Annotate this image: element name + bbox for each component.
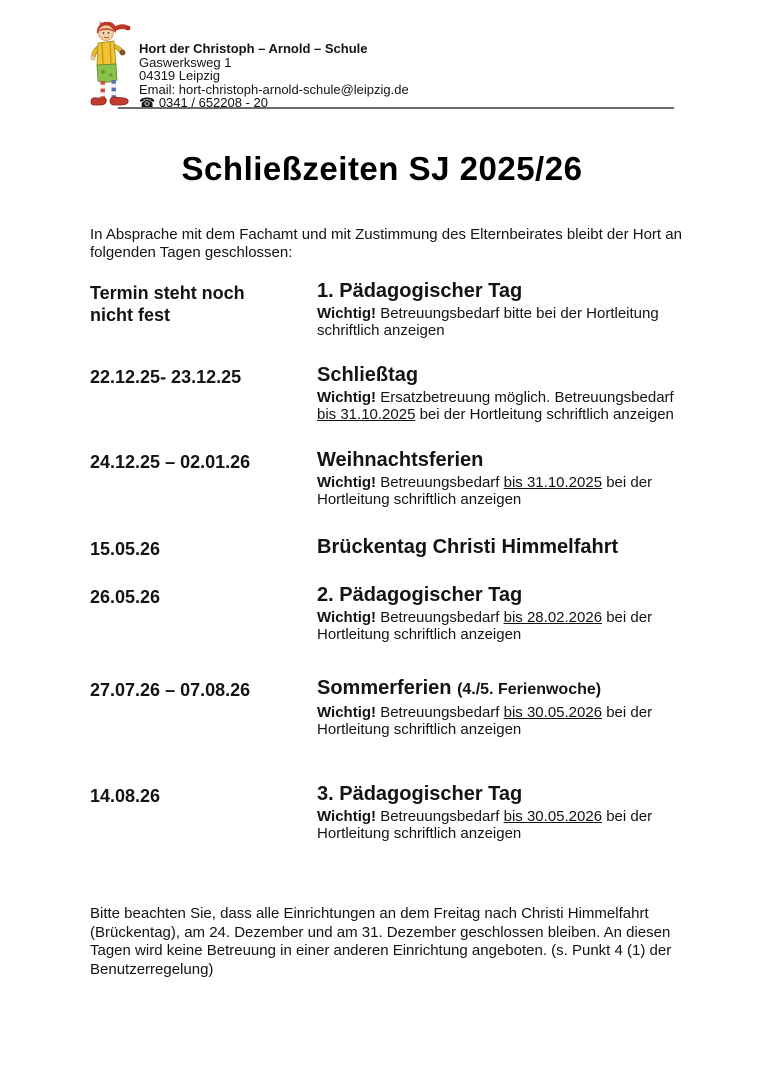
letterhead: [84, 20, 409, 110]
note-text: Betreuungsbedarf: [376, 474, 504, 491]
entry-date-line: 27.07.26 – 07.08.26: [90, 680, 251, 700]
entry-date-line: 15.05.26: [90, 539, 161, 559]
entry-date-line: 26.05.26: [90, 587, 161, 607]
note-text: Betreuungsbedarf: [376, 704, 504, 721]
entry-title-main: Sommerferien: [317, 677, 452, 699]
entry-date-line: 22.12.25- 23.12.25: [90, 367, 242, 387]
entry-title: Schließtag: [317, 364, 419, 386]
entry-title: [317, 676, 689, 702]
entry-title: 1. Pädagogischer Tag: [317, 280, 523, 302]
wichtig-label: Wichtig!: [317, 808, 377, 825]
intro-paragraph: In Absprache mit dem Fachamt und mit Zustimmung des Elternbeirates bleibt der Hort an folgenden Tagen geschlossen:: [90, 226, 682, 261]
entry-date: [90, 583, 317, 608]
wichtig-label: Wichtig!: [317, 474, 377, 491]
schedule-entry: [90, 279, 692, 339]
org-name: Hort der Christoph – Arnold – Schule: [139, 41, 368, 56]
wichtig-label: Wichtig!: [317, 704, 377, 721]
entry-note: [317, 305, 689, 339]
note-text: bei der Hortleitung schriftlich anzeigen: [317, 704, 653, 738]
entry-date-line: 24.12.25 – 02.01.26: [90, 452, 251, 472]
note-text: Ersatzbetreuung möglich. Betreuungsbedarf: [376, 389, 674, 406]
note-deadline: bis 28.02.2026: [503, 609, 603, 626]
note-text: Betreuungsbedarf: [376, 808, 504, 825]
schedule-entry: [90, 363, 692, 423]
letterhead-divider: [118, 107, 674, 109]
entry-note: [317, 609, 689, 643]
schedule-entry: [90, 676, 692, 738]
phone-icon: ☎: [139, 95, 156, 110]
schedule-entry: [90, 535, 692, 560]
entry-date: [90, 535, 317, 560]
schedule-entry: [90, 782, 692, 842]
entry-date-line: 14.08.26: [90, 786, 161, 806]
note-text: bei der Hortleitung schriftlich anzeigen: [317, 609, 653, 643]
entry-title-suffix: (4./5. Ferienwoche): [457, 681, 602, 698]
schedule-entry: [90, 583, 692, 643]
entry-title: 2. Pädagogischer Tag: [317, 584, 523, 606]
note-deadline: bis 30.05.2026: [503, 704, 603, 721]
note-text: Betreuungsbedarf: [376, 609, 504, 626]
entry-date: [90, 279, 317, 326]
entry-note: [317, 704, 689, 738]
wichtig-label: Wichtig!: [317, 609, 377, 626]
entry-title: 3. Pädagogischer Tag: [317, 783, 523, 805]
address-street: Gaswerksweg 1: [139, 54, 232, 70]
note-text: Betreuungsbedarf bitte bei der Hortleitung schriftlich anzeigen: [317, 305, 659, 339]
entry-note: [317, 808, 689, 842]
wichtig-label: Wichtig!: [317, 389, 377, 406]
page-title: Schließzeiten SJ 2025/26: [181, 150, 583, 187]
entry-date-line: Termin steht noch: [90, 283, 245, 303]
note-text: bei der Hortleitung schriftlich anzeigen: [317, 474, 653, 508]
wichtig-label: Wichtig!: [317, 305, 377, 322]
entry-date: [90, 676, 317, 701]
phone-number: 0341 / 652208 - 20: [158, 95, 268, 110]
address-city: 04319 Leipzig: [139, 68, 220, 83]
entry-note: [317, 389, 689, 423]
entry-note: [317, 474, 689, 508]
entry-date: [90, 363, 317, 388]
email-line: Email: hort-christoph-arnold-schule@leipzig.de: [139, 81, 409, 97]
note-deadline: bis 31.10.2025: [317, 406, 416, 423]
school-logo-icon: [84, 20, 136, 108]
entry-date: [90, 448, 317, 473]
note-text: bei der Hortleitung schriftlich anzeigen: [317, 808, 653, 842]
note-deadline: bis 30.05.2026: [503, 808, 603, 825]
note-text: bei der Hortleitung schriftlich anzeigen: [415, 406, 674, 423]
entry-title: Brückentag Christi Himmelfahrt: [317, 536, 619, 558]
schedule-entry: [90, 448, 692, 508]
entry-date: [90, 782, 317, 807]
note-deadline: bis 31.10.2025: [503, 474, 603, 491]
closing-note: Bitte beachten Sie, dass alle Einrichtungen an dem Freitag nach Christi Himmelfahrt (Brückentag), am 24. Dezember und am 31. Dezember geschlossen bleiben. An diesen Tagen wird keine Betreuung in einer anderen Einrichtung angeboten. (s. Punkt 4 (1) der Benutzerregelung): [90, 905, 672, 978]
entry-title: Weihnachtsferien: [317, 449, 484, 471]
entry-date-line: nicht fest: [90, 305, 171, 325]
document-body: [90, 226, 692, 979]
